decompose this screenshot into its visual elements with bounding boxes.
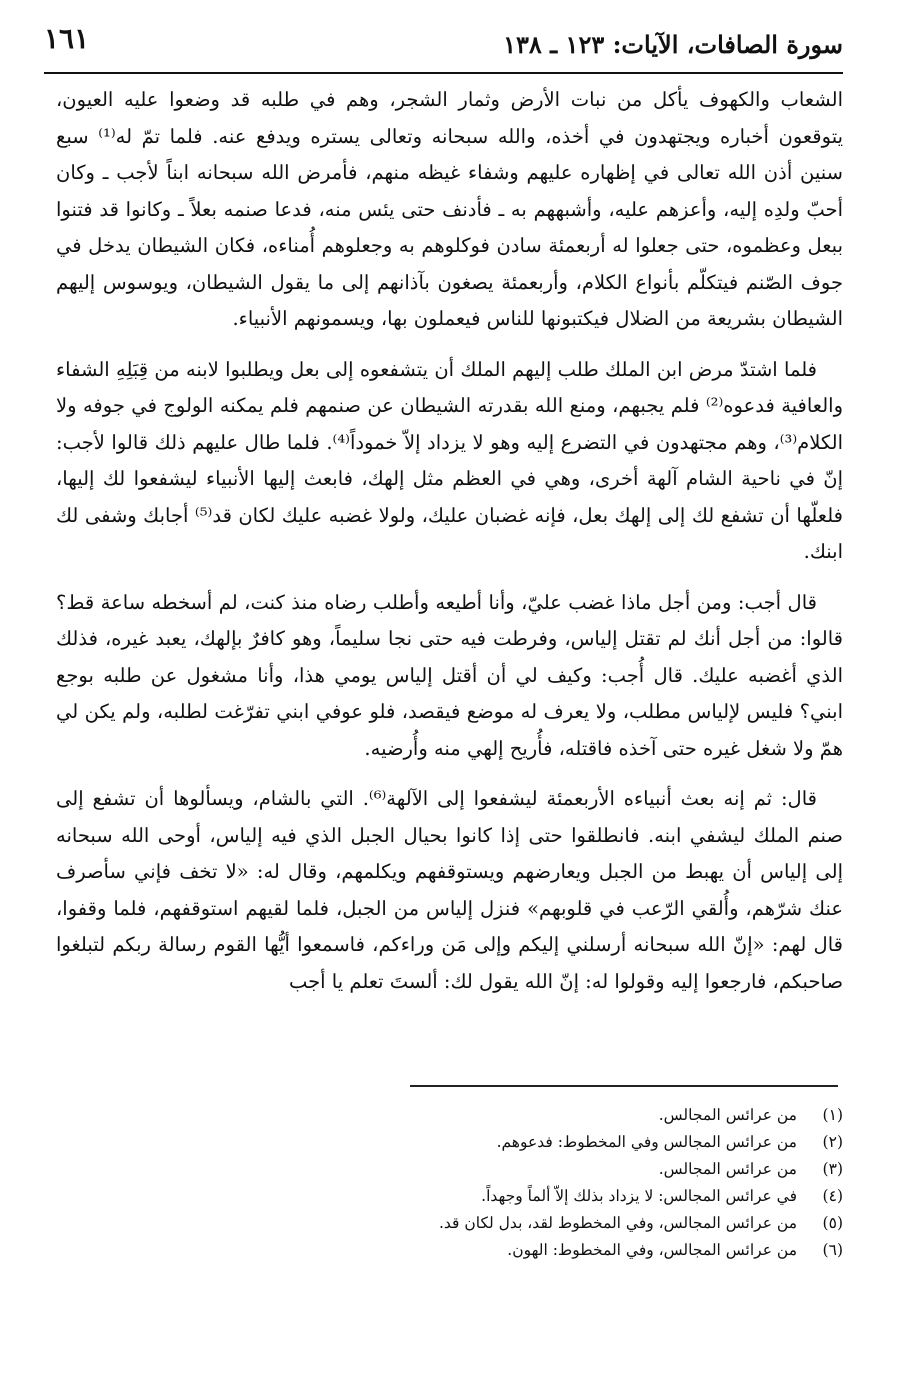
- footnote-number: (٤): [822, 1187, 843, 1205]
- footnote: [53, 1102, 843, 1129]
- paragraph: الشعاب والكهوف يأكل من نبات الأرض وثمار الشجر، وهم في طلبه قد وضعوا عليه العيون، يتوقعون أخباره ويجتهدون في أخذه، والله سبحانه وتعالى يستره ويدفع عنه. فلما تمّ له⁽¹⁾ سبع سنين أذن الله تعالى في إظهاره عليهم وشفاء غيظه منهم، فأمرض الله سبحانه ابناً لأجب ـ وكان أحبّ ولدِه إليه، وأعزهم عليه، وأشبههم به ـ فأدنف حتى يئس منه، فدعا صنمه بعلاً ـ وكانوا قد فتنوا ببعل وعظموه، حتى جعلوا له أربعمئة سادن فوكلوهم به وجعلوهم أُمناءه، فكان الشيطان يدخل في جوف الصّنم فيتكلّم بأنواع الكلام، وأربعمئة يصغون بآذانهم إلى ما يقول الشيطان، ويوسوس إليهم الشيطان بشريعة من الضلال فيكتبونها للناس فيعملون بها، ويسمونهم الأنبياء.: [56, 88, 844, 330]
- footnote-text: من عرائس المجالس وفي المخطوط: فدعوهم.: [496, 1133, 797, 1151]
- footnote-number: (٣): [822, 1160, 843, 1178]
- footnote-text: من عرائس المجالس.: [658, 1160, 797, 1178]
- footnote: [53, 1183, 843, 1210]
- footnote-text: من عرائس المجالس، وفي المخطوط لقد، بدل لكان قد.: [438, 1214, 797, 1232]
- paragraph: قال أجب: ومن أجل ماذا غضب عليّ، وأنا أطيعه وأطلب رضاه منذ كنت، لم أسخطه ساعة قط؟ قالوا: من أجل أنك لم تقتل إلياس، وفرطت فيه حتى نجا سليماً، وهو كافرٌ بإلهك، يعبد غيره، فذلك الذي أغضبه عليك. قال أُجب: وكيف لي أن أقتل إلياس يومي هذا، وأنا مشغول عن طلبه بوجع ابني؟ فليس لإلياس مطلب، ولا يعرف له موضع فيقصد، فلو عوفي ابني تفرّغت لطلبه، ولم يكن لي همّ ولا شغل غيره حتى آخذه فاقتله، فأُريح إلهي منه وأُرضيه.: [56, 590, 843, 760]
- page-number: ١٦١: [44, 22, 90, 55]
- footnote-text: من عرائس المجالس، وفي المخطوط: الهون.: [507, 1241, 797, 1259]
- footnote-text: من عرائس المجالس.: [658, 1106, 797, 1124]
- footnote: [53, 1129, 843, 1156]
- footnote: [53, 1156, 843, 1183]
- footnote: [53, 1210, 843, 1237]
- footnote-number: (٥): [822, 1214, 843, 1232]
- footnote-text: في عرائس المجالس: لا يزداد بذلك إلاّ ألماً وجهداً.: [481, 1187, 797, 1205]
- footnote-number: (١): [822, 1106, 843, 1124]
- page-header: [44, 12, 843, 74]
- footnote: [53, 1237, 843, 1264]
- running-title: سورة الصافات، الآيات: ١٢٣ ـ ١٣٨: [503, 30, 843, 59]
- paragraph: قال: ثم إنه بعث أنبياءه الأربعمئة ليشفعوا إلى الآلهة⁽⁶⁾. التي بالشام، ويسألوها أن تشفع إلى صنم الملك ليشفي ابنه. فانطلقوا حتى إذا كانوا بحيال الجبل الذي فيه إلياس، أوحى الله سبحانه إلى إلياس أن يهبط من الجبل ويعارضهم ويستوقفهم ويكلمهم، وقال له: «لا تخف فإني سأصرف عنك شرّهم، وأُلقي الرّعب في قلوبهم» فنزل إلياس من الجبل، فلما لقيهم استوقفهم، فلما وقفوا، قال لهم: «إنّ الله سبحانه أرسلني إليكم وإلى مَن وراءكم، فاسمعوا أيُّها القوم رسالة ربكم لتبلغوا صاحبكم، فارجعوا إليه وقولوا له: إنّ الله يقول لك: ألستَ تعلم يا أجب: [56, 787, 843, 993]
- paragraph: فلما اشتدّ مرض ابن الملك طلب إليهم الملك أن يتشفعوه إلى بعل ويطلبوا لابنه من قِبَلِهِ الشفاء والعافية فدعوه⁽²⁾ فلم يجبهم، ومنع الله بقدرته الشيطان عن صنمهم فلم يمكنه الولوج في جوفه ولا الكلام⁽³⁾، وهم مجتهدون في التضرع إليه وهو لا يزداد إلاّ خموداً⁽⁴⁾. فلما طال عليهم ذلك قالوا لأجب: إنّ في ناحية الشام آلهة أخرى، وهي في العظم مثل إلهك، فابعث إليها الأنبياء ليشفعوا لك إليها، فلعلّها أن تشفع لك إلى إلهك بعل، فإنه غضبان عليك، ولولا غضبه عليك لكان قد⁽⁵⁾ أجابك وشفى لك ابنك.: [56, 357, 843, 563]
- footnotes: [53, 1102, 843, 1264]
- footnote-number: (٦): [822, 1241, 843, 1259]
- main-text: [56, 82, 843, 1014]
- footnote-divider: [410, 1085, 838, 1087]
- footnote-number: (٢): [822, 1133, 843, 1151]
